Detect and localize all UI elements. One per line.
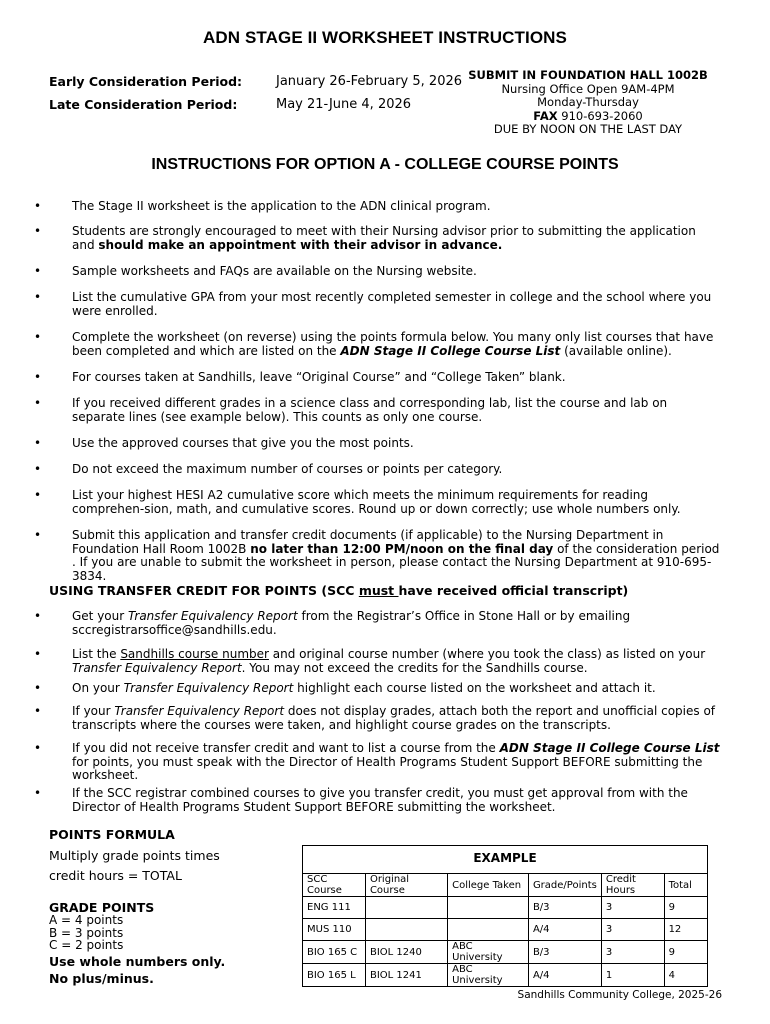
grade-point-c: C = 2 points [49,938,124,952]
example-table [302,845,708,987]
bullet-text: of the consideration period . If you are unable to submit the worksheet in person, please contact the Nursing Department at 910-695-3834. [72,541,720,583]
table-cell: ABC University [448,964,529,987]
table-cell: B/3 [528,897,601,919]
bullet-text: for points, you must speak with the Director of Health Programs Student Support BEFORE submitting the worksheet. [72,754,703,782]
list-item [72,437,722,451]
report-name: Transfer Equivalency Report [123,681,294,695]
table-cell: ENG 111 [303,897,366,919]
bullet-text: Get your [72,609,128,623]
list-item [72,397,722,424]
column-header: Total [664,874,707,897]
table-cell: BIO 165 C [303,941,366,964]
report-name: Transfer Equivalency Report [114,704,285,718]
list-item [72,463,722,477]
list-item [72,371,722,385]
list-item [72,200,722,214]
course-number-emphasis: Sandhills course number [120,647,269,661]
grade-point-a: A = 4 points [49,913,124,927]
bullet-emphasis: no later than 12:00 PM/noon on the final day [250,541,554,556]
transfer-title-must: must [358,583,399,598]
fax-label: FAX [533,108,558,123]
transfer-credit-title [49,583,628,598]
table-cell [365,897,447,919]
points-formula-title: POINTS FORMULA [49,827,175,842]
list-item [72,529,722,583]
submit-heading: SUBMIT IN FOUNDATION HALL 1002B [468,68,708,82]
grade-point-b: B = 3 points [49,925,124,940]
table-cell: ABC University [448,941,529,964]
table-row [303,919,708,941]
no-plus-minus-note: No plus/minus. [49,971,154,986]
late-period-label: Late Consideration Period: [49,97,238,112]
bullet-text: On your [72,681,124,695]
early-period-label: Early Consideration Period: [49,74,243,89]
fax-number: 910-693-2060 [557,108,643,123]
list-item [72,331,722,358]
late-period-dates: May 21-June 4, 2026 [276,97,412,112]
table-cell: MUS 110 [303,919,366,941]
report-name: Transfer Equivalency Report [72,660,242,675]
bullet-text: List the cumulative GPA from your most recently completed semester in college and the school where you were enrolled. [72,290,712,318]
column-header: Grade/Points [528,874,601,897]
bullet-text: The Stage II worksheet is the application to the ADN clinical program. [72,199,491,213]
column-header: SCC Course [303,874,366,897]
table-cell: 12 [664,919,707,941]
table-cell: BIOL 1241 [365,964,447,987]
office-days: Monday-Thursday [537,95,639,109]
bullet-text: For courses taken at Sandhills, leave “Original Course” and “College Taken” blank. [72,370,566,384]
table-cell [448,897,529,919]
table-cell: BIO 165 L [303,964,366,987]
list-item [72,265,722,279]
list-item [72,742,722,783]
table-cell: BIOL 1240 [365,941,447,964]
table-cell: 1 [601,964,664,987]
course-list-title: ADN Stage II College Course List [499,741,720,755]
bullet-text: List the [72,647,121,661]
points-formula-line: Multiply grade points times [49,848,220,863]
fax-line [458,110,718,124]
table-cell [365,919,447,941]
list-item [72,291,722,318]
table-cell: 9 [664,897,707,919]
bullet-text: If the SCC registrar combined courses to give you transfer credit, you must get approval from with the Director of Health Programs Student Support BEFORE submitting the worksheet. [72,786,688,814]
table-row [303,897,708,919]
list-item [72,648,722,675]
column-header: Original Course [365,874,447,897]
points-formula-line: credit hours = TOTAL [49,868,182,883]
submit-info [458,69,718,137]
bullet-text: does not display grades, attach both the report and unofficial copies of transcripts where the courses were taken, and highlight course grades on the transcripts. [72,704,716,732]
example-caption: EXAMPLE [303,846,708,870]
bullet-text: Sample worksheets and FAQs are available on the Nursing website. [72,264,477,278]
column-header: Credit Hours [601,874,664,897]
grade-points-title: GRADE POINTS [49,900,155,915]
whole-numbers-note: Use whole numbers only. [49,954,226,969]
page-footer: Sandhills Community College, 2025-26 [517,989,722,1001]
bullet-emphasis: should make an appointment with their advisor in advance. [98,237,503,252]
bullet-text: If you did not receive transfer credit and want to list a course from the [72,741,500,755]
list-item [72,489,722,516]
table-header-row [303,874,708,897]
office-hours: Nursing Office Open 9AM-4PM [501,81,675,96]
bullet-text: and original course number (where you took the class) as listed on your [268,647,706,661]
table-cell: A/4 [528,964,601,987]
report-name: Transfer Equivalency Report [128,609,298,623]
bullet-text: . You may not exceed the credits for the Sandhills course. [241,660,588,675]
table-row [303,964,708,987]
bullet-text: If your [72,704,115,718]
bullet-text: If you received different grades in a science class and corresponding lab, list the course and lab on separate lines (see example below). This counts as only one course. [72,396,668,424]
table-cell: 3 [601,897,664,919]
deadline-note: DUE BY NOON ON THE LAST DAY [493,122,683,136]
course-list-title: ADN Stage II College Course List [340,343,561,358]
list-item [72,705,722,732]
table-cell [448,919,529,941]
bullet-text: from the Registrar’s Office in Stone Hall or by emailing sccregistrarsoffice@sandhills.edu. [72,609,631,637]
table-cell: 3 [601,941,664,964]
list-item [72,610,722,637]
list-item [72,682,722,696]
early-period-dates: January 26-February 5, 2026 [276,74,463,89]
table-cell: 3 [601,919,664,941]
transfer-title-part: USING TRANSFER CREDIT FOR POINTS (SCC [49,583,359,598]
list-item [72,787,722,814]
table-cell: A/4 [528,919,601,941]
page-title: ADN STAGE II WORKSHEET INSTRUCTIONS [203,28,567,47]
option-a-title: INSTRUCTIONS FOR OPTION A - COLLEGE COURSE POINTS [151,156,619,173]
grade-points-note [49,953,225,987]
bullet-text: Use the approved courses that give you the most points. [72,436,414,450]
bullet-text: Complete the worksheet (on reverse) using the points formula below. You many only list courses that have been completed and which are listed on the [72,330,714,358]
transfer-title-part: have received official transcript) [398,583,629,598]
table-row [303,941,708,964]
bullet-text: (available online). [560,343,672,358]
bullet-text: List your highest HESI A2 cumulative score which meets the minimum requirements for reading comprehen-sion, math, and cumulative scores. Round up or down correctly; use whole numbers only. [72,488,681,516]
points-formula-text [49,846,269,886]
table-cell: 9 [664,941,707,964]
bullet-text: Students are strongly encouraged to meet with their Nursing advisor prior to submitting the application and [72,224,696,252]
column-header: College Taken [448,874,529,897]
grade-points-list [49,914,123,952]
list-item [72,225,722,252]
bullet-text: highlight each course listed on the worksheet and attach it. [293,681,656,695]
table-cell: 4 [664,964,707,987]
bullet-text: Submit this application and transfer credit documents (if applicable) to the Nursing Department in Foundation Hall Room 1002B [72,528,664,556]
bullet-text: Do not exceed the maximum number of courses or points per category. [72,462,503,476]
table-cell: B/3 [528,941,601,964]
